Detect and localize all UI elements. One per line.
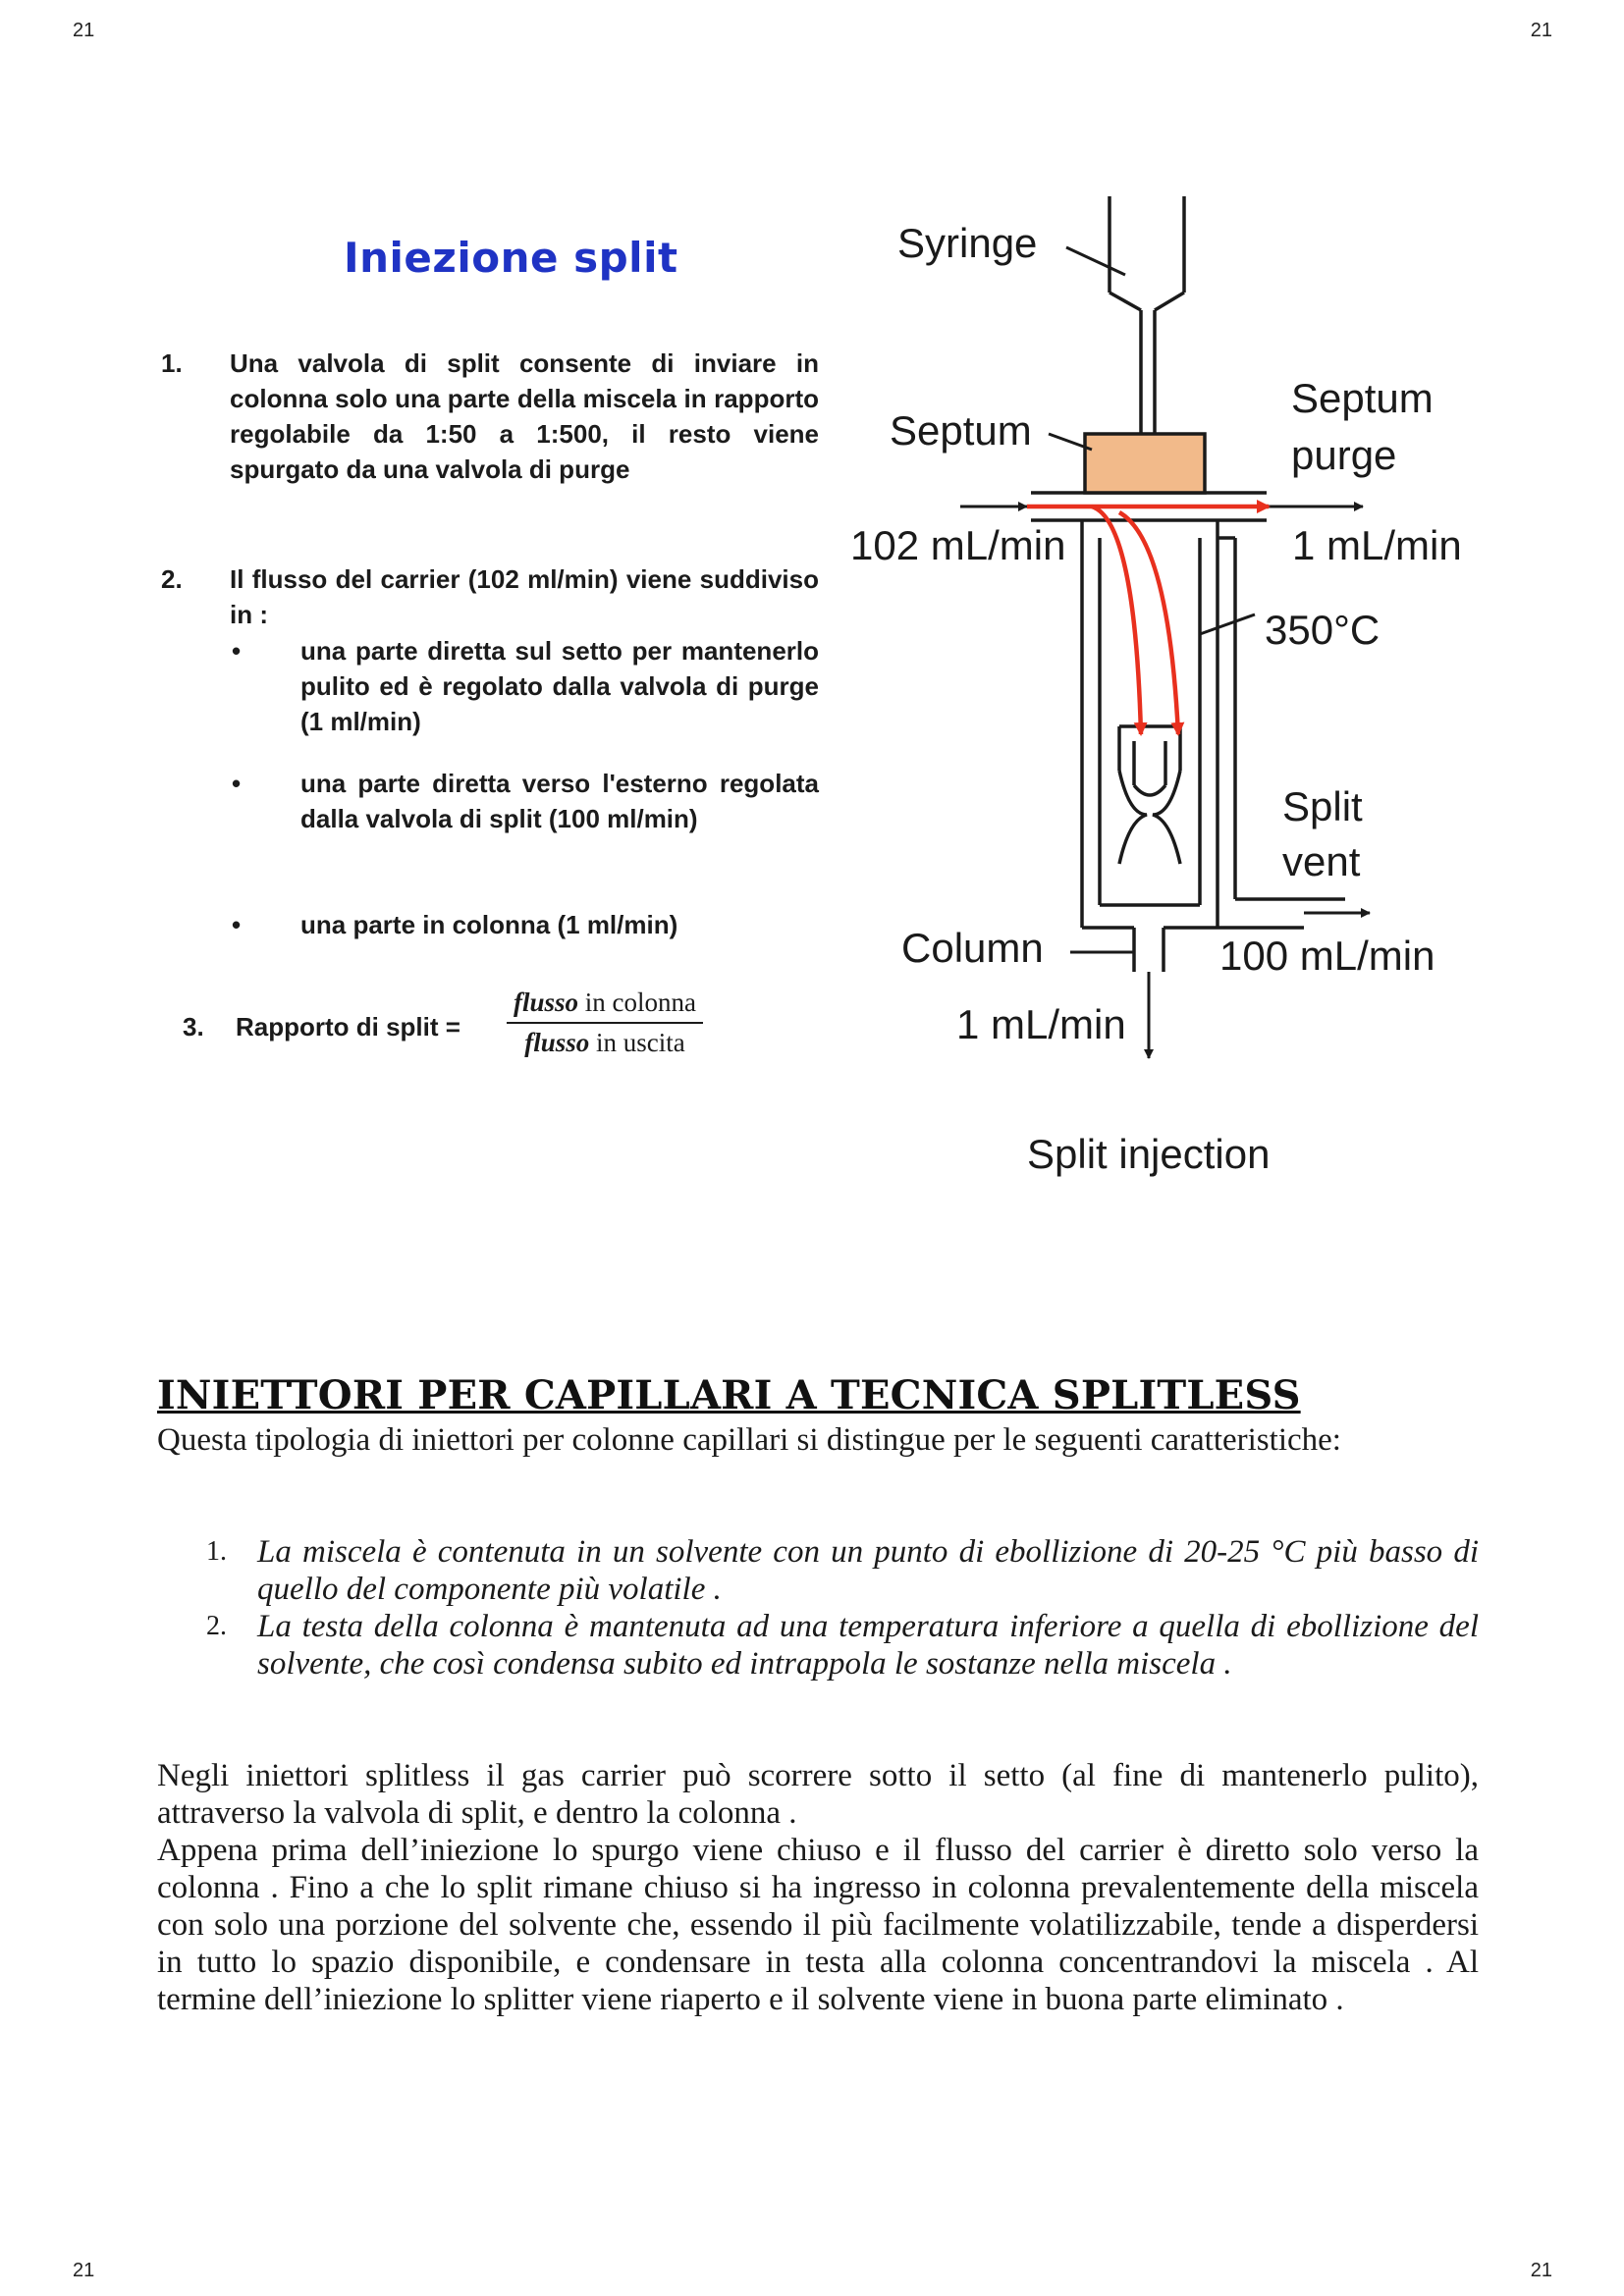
slide-item-text: Una valvola di split consente di inviare in colonna solo una parte della miscela in rapporto regolabile da 1:50 a 1:500, il resto viene spurgato da una valvola di purge: [230, 348, 819, 484]
label-column-flow: 1 mL/min: [956, 1001, 1126, 1047]
paragraph-2: Appena prima dell’iniezione lo spurgo viene chiuso e il flusso del carrier è diretto solo verso la colonna . Fino a che lo split rimane chiuso si ha ingresso in colonna prevalentemente della miscela con solo una porzione del solvente che, essendo il più facilmente volatilizzabile, tende a disperdersi in tutto lo spazio disponibile, e condensare in testa alla colonna concentrandovi la miscela . Al termine dell’iniezione lo splitter viene riaperto e il solvente viene in buona parte eliminato .: [157, 1833, 1479, 2017]
slide-item-number: 2.: [161, 564, 183, 594]
septum-block: [1085, 434, 1205, 493]
page-number-top-left: 21: [73, 20, 95, 41]
label-split-vent-line1: Split: [1282, 783, 1363, 829]
label-column: Column: [901, 925, 1044, 971]
slide-bullet-text: una parte diretta sul setto per mantenerlo pulito ed è regolato dalla valvola di purge (1 ml/min): [300, 636, 819, 736]
slide-item-1: [161, 346, 819, 487]
list-item: [206, 1608, 1479, 1682]
bullet-icon: •: [232, 636, 242, 666]
slide-item-number: 3.: [183, 1012, 204, 1041]
fraction-denominator: flusso in uscita: [524, 1028, 685, 1057]
label-septum: Septum: [890, 407, 1032, 454]
slide-bullet-3: [232, 907, 819, 942]
page-number-top-right: 21: [1530, 20, 1552, 41]
diagram-caption: Split injection: [1027, 1131, 1271, 1177]
slide-item-3: [183, 1012, 460, 1042]
label-pointers: [1049, 247, 1255, 952]
slide-bullet-2: [232, 766, 819, 836]
paragraph-1: Negli iniettori splitless il gas carrier può scorrere sotto il setto (al fine di mantenerlo pulito), attraverso la valvola di split, e dentro la colonna .: [157, 1758, 1479, 1831]
label-septum-purge-line2: purge: [1291, 432, 1397, 478]
split-ratio-fraction: [507, 988, 703, 1058]
label-split-flow: 100 mL/min: [1219, 933, 1435, 979]
fraction-numerator: flusso in colonna: [507, 988, 703, 1024]
label-inlet-flow: 102 mL/min: [850, 522, 1066, 568]
intro-paragraph: Questa tipologia di iniettori per colonne capillari si distingue per le seguenti caratteristiche:: [157, 1422, 1341, 1458]
slide-title: Iniezione split: [344, 234, 678, 282]
list-item: [206, 1533, 1479, 1608]
list-item-number: 2.: [206, 1611, 227, 1641]
body-paragraphs: [157, 1757, 1479, 2018]
label-split-vent-line2: vent: [1282, 838, 1361, 884]
list-item-text: La miscela è contenuta in un solvente con un punto di ebollizione di 20-25 °C più basso di quello del componente più volatile .: [257, 1534, 1479, 1607]
bullet-icon: •: [232, 769, 242, 798]
page-number-bottom-left: 21: [73, 2260, 95, 2281]
list-item-text: La testa della colonna è mantenuta ad una temperatura inferiore a quella di ebollizione del solvente, che così condensa subito ed intrappola le sostanze nella miscela .: [257, 1609, 1479, 1682]
section-heading: INIETTORI PER CAPILLARI A TECNICA SPLITLESS: [157, 1372, 1301, 1418]
list-item-number: 1.: [206, 1536, 227, 1567]
label-temperature: 350°C: [1265, 607, 1380, 653]
label-syringe: Syringe: [897, 220, 1038, 266]
page-number-bottom-right: 21: [1530, 2260, 1552, 2281]
slide-bullet-text: una parte in colonna (1 ml/min): [300, 910, 678, 939]
slide-bullet-1: [232, 633, 819, 739]
characteristics-list: [206, 1533, 1479, 1682]
split-injection-diagram: [835, 177, 1522, 1198]
slide-item-number: 1.: [161, 348, 183, 378]
slide-item-text: Il flusso del carrier (102 ml/min) viene suddiviso in :: [230, 564, 819, 629]
slide-item-2: [161, 561, 819, 632]
label-purge-flow: 1 mL/min: [1292, 522, 1462, 568]
split-ratio-label: Rapporto di split =: [236, 1012, 460, 1041]
bullet-icon: •: [232, 910, 242, 939]
label-septum-purge-line1: Septum: [1291, 375, 1434, 421]
slide-bullet-text: una parte diretta verso l'esterno regolata dalla valvola di split (100 ml/min): [300, 769, 819, 833]
